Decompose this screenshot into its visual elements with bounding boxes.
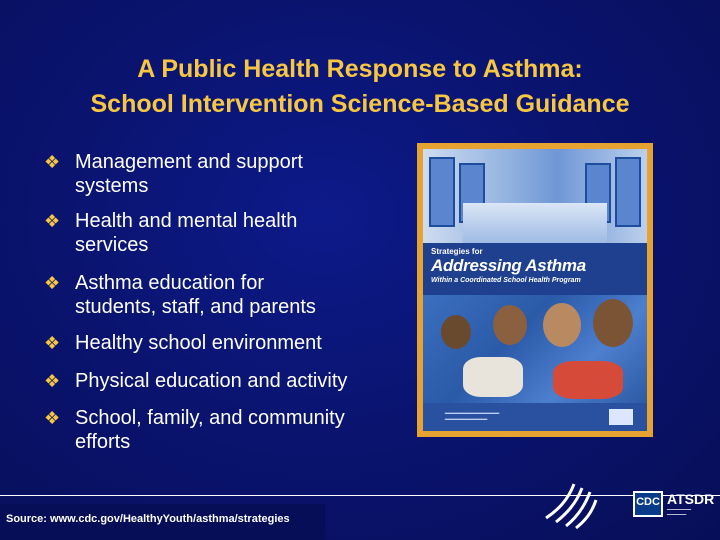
- footer-divider: [0, 495, 720, 496]
- cover-inner: [423, 149, 647, 431]
- bullet-item: [44, 209, 415, 257]
- students-photo: [423, 295, 647, 403]
- cover-small-title: Strategies for: [431, 247, 483, 256]
- cover-main-title: Addressing Asthma: [431, 256, 586, 275]
- hallway-photo: [423, 149, 647, 243]
- hhs-eagle-logo-icon: [538, 470, 608, 530]
- diamond-bullet-icon: ❖: [44, 273, 61, 293]
- bullet-line-1: Physical education and activity: [75, 370, 348, 392]
- title-line-1: A Public Health Response to Asthma:: [137, 55, 583, 83]
- bullet-item: [44, 331, 415, 355]
- diamond-bullet-icon: ❖: [44, 371, 61, 391]
- bullet-line-1: Healthy school environment: [75, 332, 322, 354]
- bullet-line-2: students, staff, and parents: [75, 296, 316, 318]
- cover-footer: [423, 403, 647, 431]
- title-line-2: School Intervention Science-Based Guidance: [90, 90, 630, 118]
- bullet-item: [44, 150, 415, 198]
- diamond-bullet-icon: ❖: [44, 211, 61, 231]
- cover-title-band: [423, 243, 647, 295]
- cdc-logo: [633, 491, 663, 517]
- atsdr-logo-text: ATSDR: [667, 491, 715, 507]
- atsdr-logo: [667, 491, 717, 517]
- report-cover-image: [417, 143, 653, 437]
- cdc-logo-text: CDC: [635, 493, 661, 515]
- bullet-line-1: School, family, and community: [75, 407, 345, 429]
- bullet-line-1: Management and support: [75, 151, 303, 173]
- cover-footer-logo-icon: [609, 409, 633, 425]
- slide-title: [0, 52, 720, 122]
- bullet-item: [44, 406, 415, 454]
- bullet-line-1: Health and mental health: [75, 210, 298, 232]
- bullet-line-2: efforts: [75, 431, 131, 453]
- diamond-bullet-icon: ❖: [44, 408, 61, 428]
- atsdr-tagline: ━━━━━━━━━━ ━━━━━━━━: [667, 507, 692, 517]
- diamond-bullet-icon: ❖: [44, 152, 61, 172]
- cover-subtitle: Within a Coordinated School Health Program: [431, 277, 581, 284]
- cover-footer-text: ━━━━━━━━━━━━━━━━━━ ━━━━━━━━━━━━━━: [445, 411, 500, 423]
- bullet-item: [44, 369, 415, 393]
- diamond-bullet-icon: ❖: [44, 333, 61, 353]
- bullet-item: [44, 271, 415, 319]
- source-citation: Source: www.cdc.gov/HealthyYouth/asthma/strategies: [0, 504, 325, 540]
- bullet-line-2: systems: [75, 175, 149, 197]
- bullet-line-2: services: [75, 234, 149, 256]
- bullet-line-1: Asthma education for: [75, 272, 264, 294]
